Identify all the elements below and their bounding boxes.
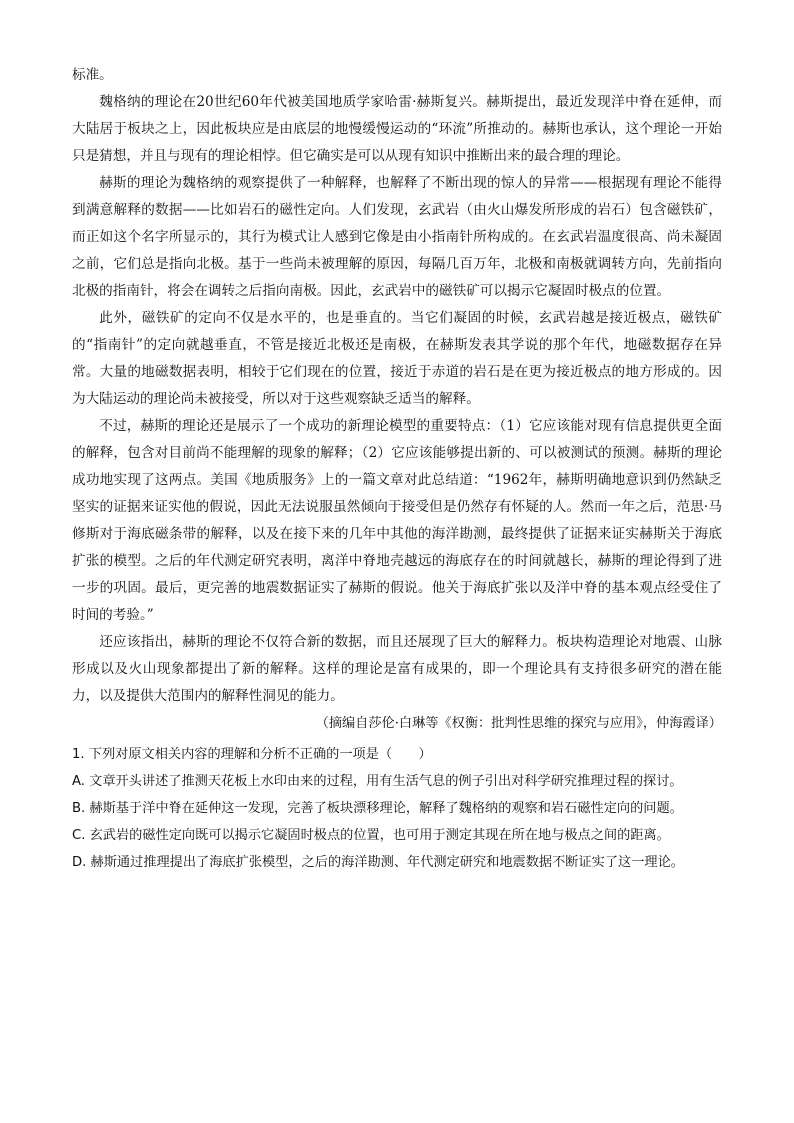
- option-a[interactable]: A. 文章开头讲述了推测天花板上水印由来的过程，用有生活气息的例子引出对科学研究推理过程的探讨。: [72, 774, 683, 789]
- question-stem: 1. 下列对原文相关内容的理解和分析不正确的一项是（ ）: [72, 747, 432, 762]
- paragraph-explanatory-power: 还应该指出，赫斯的理论不仅符合新的数据，而且还展现了巨大的解释力。板块构造理论对地震、山脉形成以及火山现象都提出了新的解释。这样的理论是富有成果的，即一个理论具有支持很多研究的潜在能力，以及提供大范围内的解释性洞见的能力。: [72, 634, 722, 704]
- option-c[interactable]: C. 玄武岩的磁性定向既可以揭示它凝固时极点的位置，也可用于测定其现在所在地与极点之间的距离。: [72, 828, 670, 843]
- option-d[interactable]: D. 赫斯通过推理提出了海底扩张模型，之后的海洋勘测、年代测定研究和地震数据不断证实了这一理论。: [72, 855, 684, 870]
- paragraph-theory-features: 不过，赫斯的理论还是展示了一个成功的新理论模型的重要特点：（1）它应该能对现有信息提供更全面的解释，包含对目前尚不能理解的现象的解释；（2）它应该能够提出新的、可以被测试的预测。赫斯的理论成功地实现了这两点。美国《地质服务》上的一篇文章对此总结道：“1962年，赫斯明确地意识到仍然缺乏坚实的证据来证实他的假说，因此无法说服虽然倾向于接受但是仍然存有怀疑的人。然而一年之后，范思·马修斯对于海底磁条带的解释，以及在接下来的几年中其他的海洋勘测，最终提供了证据来证实赫斯关于海底扩张的模型。之后的年代测定研究表明，离洋中脊地壳越远的海底存在的时间就越长，赫斯的理论得到了进一步的巩固。最后，更完善的地震数据证实了赫斯的假说。他关于海底扩张以及洋中脊的基本观点经受住了时间的考验。”: [72, 418, 722, 623]
- option-b[interactable]: B. 赫斯基于洋中脊在延伸这一发现，完善了板块漂移理论，解释了魏格纳的观察和岩石磁性定向的问题。: [72, 801, 683, 816]
- continued-paragraph: 标准。: [72, 67, 113, 83]
- source-citation: （摘编自莎伦·白琳等《权衡：批判性思维的探究与应用》，仲海霞译）: [315, 716, 722, 731]
- document-page: [72, 62, 722, 876]
- paragraph-magnetism: 赫斯的理论为魏格纳的观察提供了一种解释，也解释了不断出现的惊人的异常——根据现有理论不能得到满意解释的数据——比如岩石的磁性定向。人们发现，玄武岩（由火山爆发所形成的岩石）包含磁铁矿，而正如这个名字所显示的，其行为模式让人感到它像是由小指南针所构成的。在玄武岩温度很高、尚未凝固之前，它们总是指向北极。基于一些尚未被理解的原因，每隔几百万年，北极和南极就调转方向，先前指向北极的指南针，将会在调转之后指向南极。因此，玄武岩中的磁铁矿可以揭示它凝固时极点的位置。: [72, 175, 722, 299]
- paragraph-vertical-orientation: 此外，磁铁矿的定向不仅是水平的，也是垂直的。当它们凝固的时候，玄武岩越是接近极点，磁铁矿的“指南针”的定向就越垂直，不管是接近北极还是南极，在赫斯发表其学说的那个年代，地磁数据存在异常。大量的地磁数据表明，相较于它们现在的位置，接近于赤道的岩石是在更为接近极点的地方形成的。因为大陆运动的理论尚未被接受，所以对于这些观察缺乏适当的解释。: [72, 310, 722, 407]
- paragraph-hess-revival: 魏格纳的理论在20世纪60年代被美国地质学家哈雷·赫斯复兴。赫斯提出，最近发现洋中脊在延伸，而大陆居于板块之上，因此板块应是由底层的地慢缓慢运动的“环流”所推动的。赫斯也承认，这个理论一开始只是猜想，并且与现有的理论相悖。但它确实是可以从现有知识中推断出来的最合理的理论。: [72, 94, 722, 164]
